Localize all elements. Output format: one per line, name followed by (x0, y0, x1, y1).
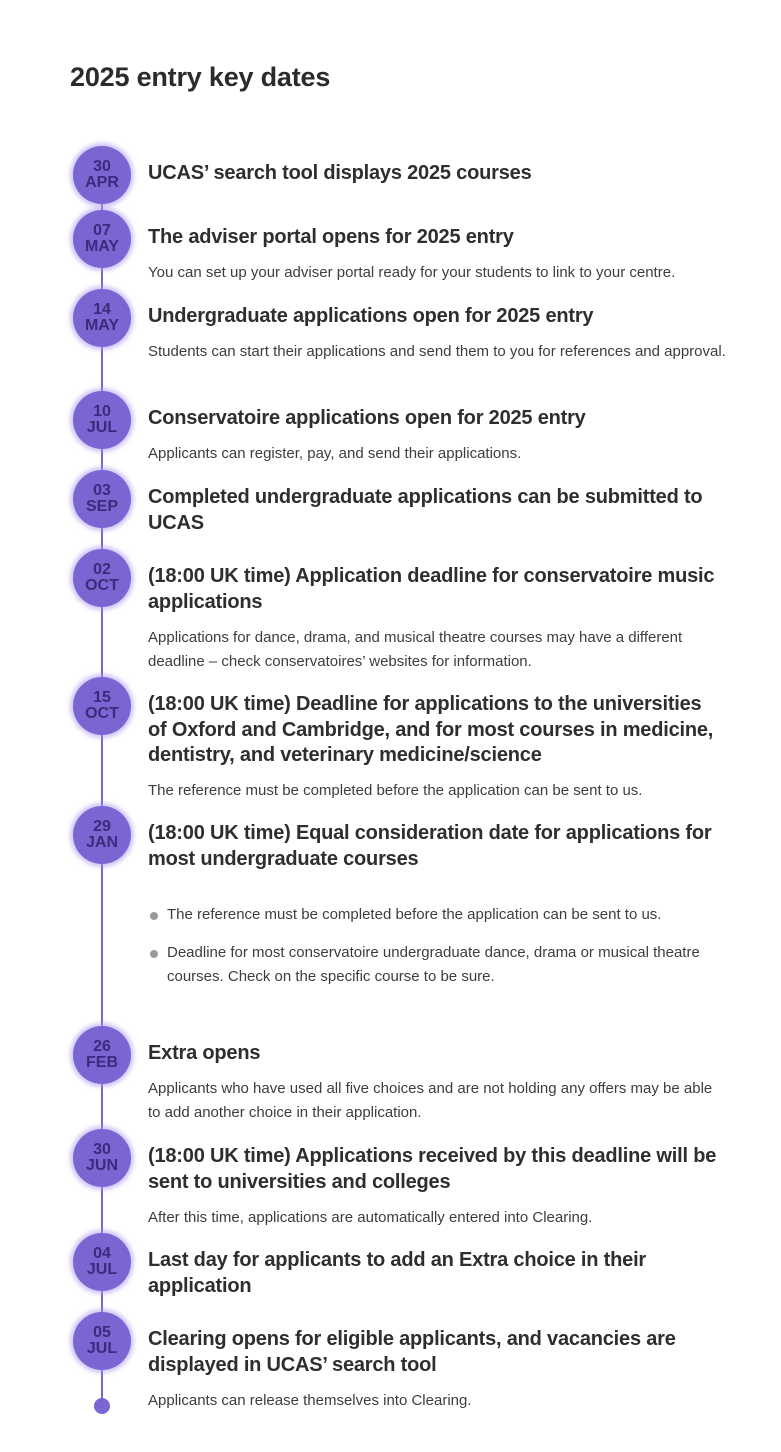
date-badge (73, 289, 131, 347)
entry-title: The adviser portal opens for 2025 entry (148, 226, 514, 248)
entry-title: Conservatoire applications open for 2025 entry (148, 407, 586, 429)
date-day: 29 (93, 818, 111, 835)
entry-title: (18:00 UK time) Applications received by this deadline will be sent to universities and colleges (148, 1145, 717, 1193)
entry-title: Undergraduate applications open for 2025 entry (148, 305, 594, 327)
entry-description: Applicants can release themselves into Clearing. (148, 1392, 472, 1409)
date-badge (73, 1129, 131, 1187)
date-day: 30 (93, 158, 111, 175)
entry-description: The reference must be completed before the application can be sent to us. (148, 782, 643, 799)
bullet-text: Deadline for most conservatoire undergraduate dance, drama or musical theatre courses. Check on the specific course to be sure. (167, 944, 700, 985)
date-day: 15 (93, 689, 111, 706)
date-badge (73, 1233, 131, 1291)
date-day: 03 (93, 482, 111, 499)
date-day: 14 (93, 301, 111, 318)
entry-description: After this time, applications are automatically entered into Clearing. (148, 1209, 593, 1226)
entry-description: Applicants who have used all five choices and are not holding any offers may be able to add another choice in their application. (148, 1080, 713, 1121)
entry-description: You can set up your adviser portal ready for your students to link to your centre. (148, 264, 676, 281)
date-month: APR (85, 174, 119, 191)
entry-title: UCAS’ search tool displays 2025 courses (148, 162, 532, 184)
date-month: FEB (86, 1054, 118, 1071)
date-day: 10 (93, 403, 111, 420)
bullet-dot-icon (150, 912, 158, 920)
entry-description: Students can start their applications and send them to you for references and approval. (148, 343, 726, 360)
page-title: 2025 entry key dates (70, 62, 331, 92)
date-month: SEP (85, 498, 118, 515)
date-month: OCT (85, 577, 119, 594)
date-month: JUL (86, 419, 118, 436)
entry-description: Applicants can register, pay, and send their applications. (148, 445, 522, 462)
entry-title: Completed undergraduate applications can be submitted to UCAS (148, 486, 703, 534)
date-day: 05 (93, 1324, 111, 1341)
date-badge (73, 146, 131, 204)
entry-description: Applications for dance, drama, and musical theatre courses may have a different deadline – check conservatoires’ websites for information. (148, 629, 683, 670)
entry-title: Last day for applicants to add an Extra choice in their application (148, 1249, 647, 1297)
bullet-list (148, 903, 728, 989)
date-month: OCT (85, 705, 119, 722)
bullet-item (148, 903, 728, 927)
entry-title: (18:00 UK time) Application deadline for conservatoire music applications (148, 565, 715, 613)
date-month: JUL (86, 1340, 118, 1357)
bullet-dot-icon (150, 950, 158, 958)
entry-title: Clearing opens for eligible applicants, and vacancies are displayed in UCAS’ search tool (148, 1328, 676, 1376)
date-badge (73, 806, 131, 864)
date-month: JUL (86, 1261, 118, 1278)
timeline-end-dot (94, 1398, 110, 1414)
date-day: 07 (93, 222, 111, 239)
entry-title: (18:00 UK time) Deadline for applications to the universities of Oxford and Cambridge, and for most courses in medicine, dentistry, and veterinary medicine/science (148, 693, 714, 766)
date-badge (73, 549, 131, 607)
date-month: JAN (85, 834, 118, 851)
date-badge (73, 391, 131, 449)
date-badge (73, 677, 131, 735)
date-day: 02 (93, 561, 111, 578)
date-day: 04 (93, 1245, 111, 1262)
date-badge (73, 470, 131, 528)
date-day: 26 (93, 1038, 111, 1055)
date-badge (73, 1312, 131, 1370)
date-month: JUN (85, 1157, 118, 1174)
date-badge (73, 1026, 131, 1084)
date-day: 30 (93, 1141, 111, 1158)
date-month: MAY (84, 238, 120, 255)
entry-title: Extra opens (148, 1042, 261, 1064)
date-month: MAY (84, 317, 120, 334)
bullet-text: The reference must be completed before the application can be sent to us. (167, 906, 662, 923)
date-badge (73, 210, 131, 268)
timeline-line (101, 176, 103, 1406)
bullet-item (148, 941, 728, 989)
entry-title: (18:00 UK time) Equal consideration date for applications for most undergraduate courses (148, 822, 712, 870)
